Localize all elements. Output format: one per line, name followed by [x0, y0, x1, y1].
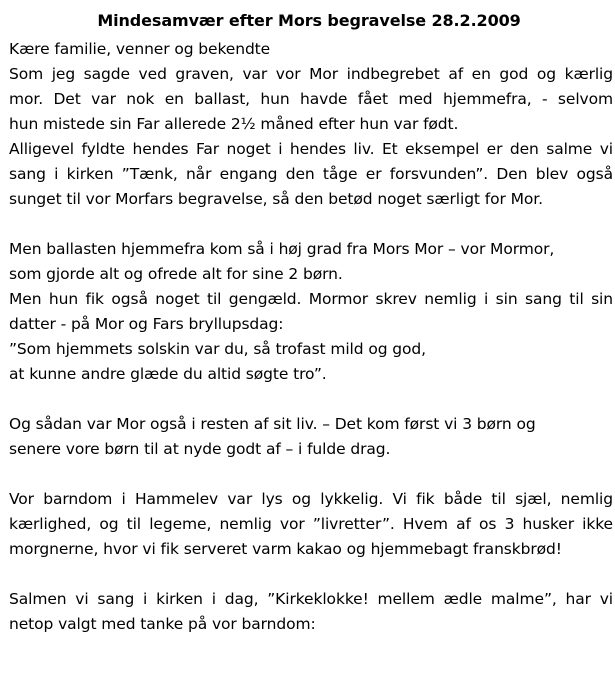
- text-line: kærlighed, og til legeme, nemlig vor ”livretter”. Hvem af os 3 husker ikke: [9, 515, 613, 533]
- paragraph-gap: [9, 562, 613, 587]
- text-line: som gjorde alt og ofrede alt for sine 2 børn.: [9, 265, 343, 283]
- document-body: [9, 37, 613, 637]
- text-line: ”Som hjemmets solskin var du, så trofast mild og god,: [9, 340, 426, 358]
- paragraph-gap: [9, 212, 613, 237]
- text-line: Kære familie, venner og bekendte: [9, 40, 271, 58]
- paragraph-gap: [9, 387, 613, 412]
- text-line: Men ballasten hjemmefra kom så i høj grad fra Mors Mor – vor Mormor,: [9, 240, 555, 258]
- text-line: morgnerne, hvor vi fik serveret varm kakao og hjemmebagt franskbrød!: [9, 540, 562, 558]
- text-line: Alligevel fyldte hendes Far noget i hendes liv. Et eksempel er den salme vi: [9, 140, 613, 158]
- text-line: netop valgt med tanke på vor barndom:: [9, 615, 316, 633]
- document-title: Mindesamvær efter Mors begravelse 28.2.2009: [97, 11, 521, 30]
- text-line: mor. Det var nok en ballast, hun havde fået med hjemmefra, - selvom: [9, 90, 613, 108]
- text-line: Som jeg sagde ved graven, var vor Mor indbegrebet af en god og kærlig: [9, 65, 613, 83]
- text-line: Men hun fik også noget til gengæld. Mormor skrev nemlig i sin sang til sin: [9, 290, 613, 308]
- text-line: sunget til vor Morfars begravelse, så den betød noget særligt for Mor.: [9, 190, 543, 208]
- text-line: at kunne andre glæde du altid søgte tro”.: [9, 365, 327, 383]
- text-line: hun mistede sin Far allerede 2½ måned efter hun var født.: [9, 115, 459, 133]
- text-line: datter - på Mor og Fars bryllupsdag:: [9, 315, 284, 333]
- paragraph-gap: [9, 462, 613, 487]
- text-line: Og sådan var Mor også i resten af sit liv. – Det kom først vi 3 børn og: [9, 415, 536, 433]
- text-line: sang i kirken ”Tænk, når engang den tåge er forsvunden”. Den blev også: [9, 165, 613, 183]
- text-line: Vor barndom i Hammelev var lys og lykkelig. Vi fik både til sjæl, nemlig: [9, 490, 613, 508]
- text-line: Salmen vi sang i kirken i dag, ”Kirkeklokke! mellem ædle malme”, har vi: [9, 590, 613, 608]
- text-line: senere vore børn til at nyde godt af – i fulde drag.: [9, 440, 391, 458]
